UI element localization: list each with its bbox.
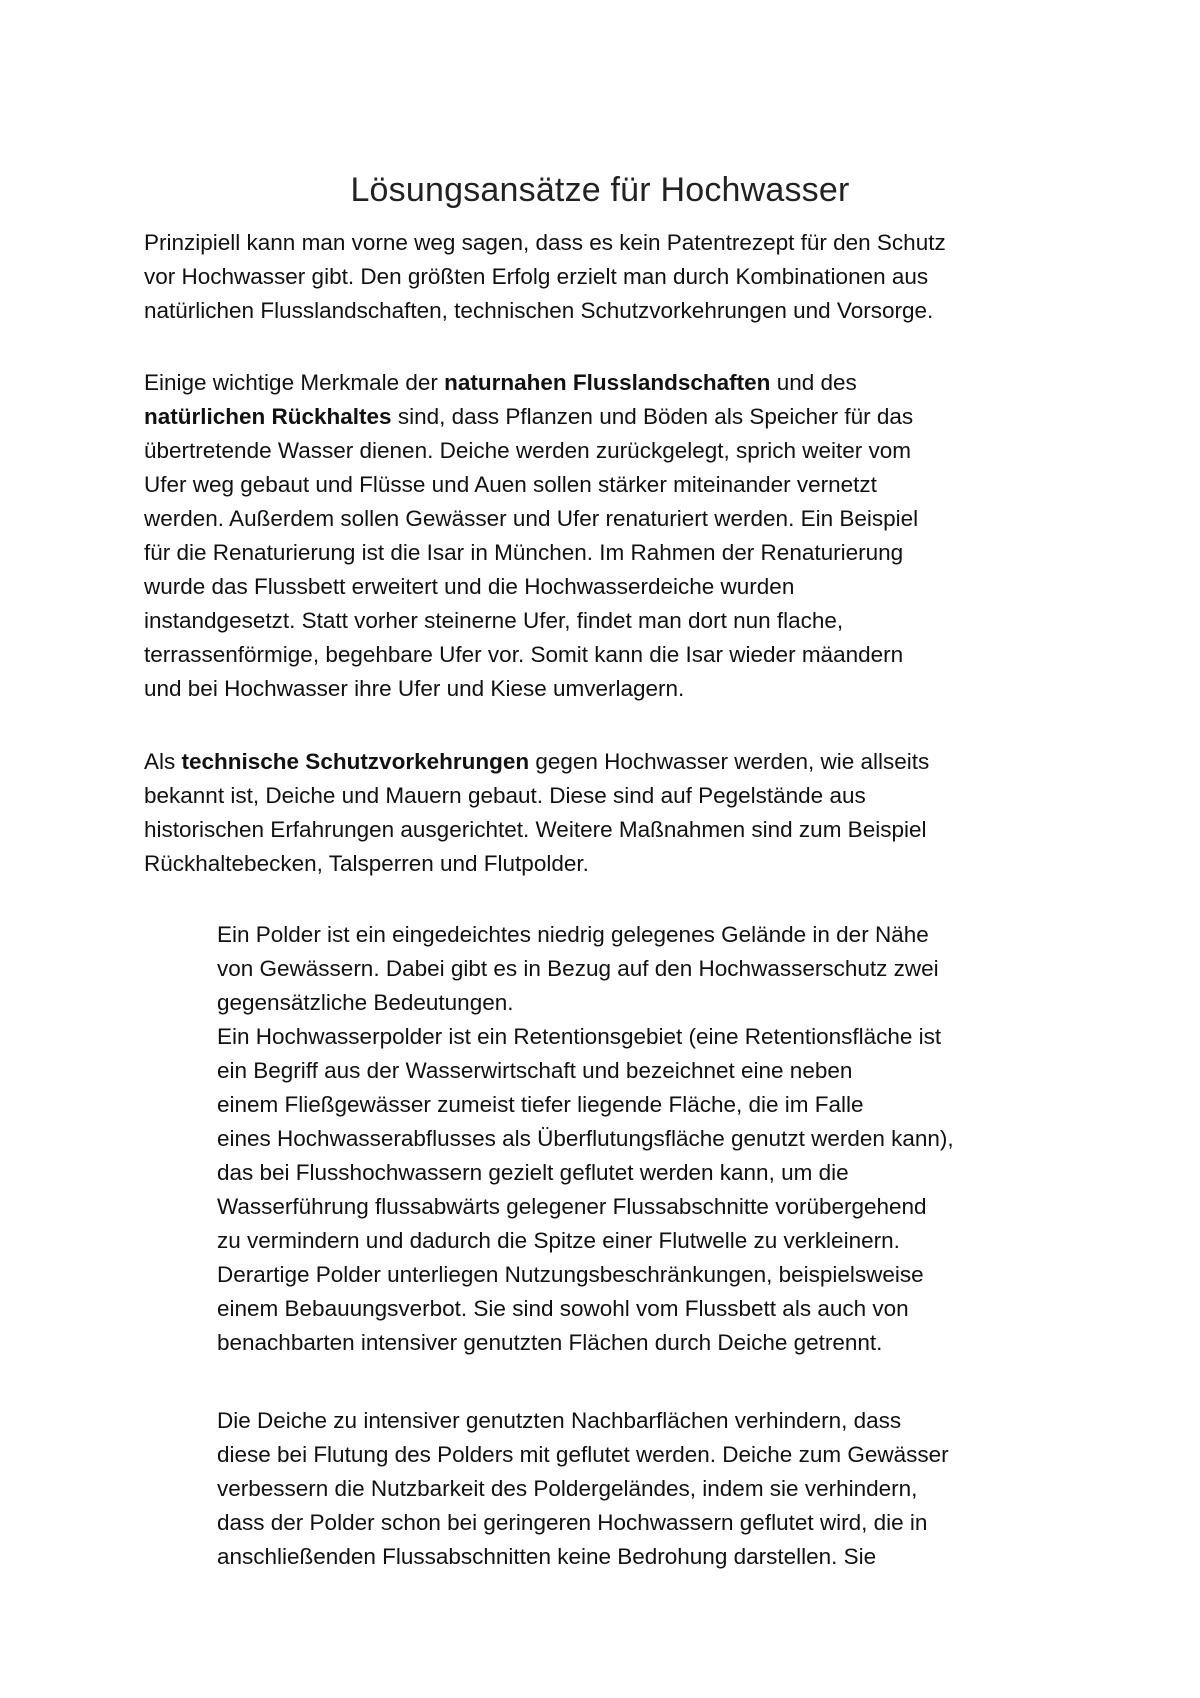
text-line: anschließenden Flussabschnitten keine Bedrohung darstellen. Sie <box>217 1544 877 1569</box>
text-line: von Gewässern. Dabei gibt es in Bezug auf den Hochwasserschutz zwei <box>217 956 939 981</box>
paragraph-natural-features <box>144 366 1074 706</box>
text-line: diese bei Flutung des Polders mit geflutet werden. Deiche zum Gewässer <box>217 1442 949 1467</box>
paragraph-intro <box>144 226 1074 328</box>
text-line <box>144 400 1074 434</box>
text-segment: Einige wichtige Merkmale der <box>144 370 445 395</box>
text-line: historischen Erfahrungen ausgerichtet. Weitere Maßnahmen sind zum Beispiel <box>144 817 927 842</box>
text-line: Derartige Polder unterliegen Nutzungsbeschränkungen, beispielsweise <box>217 1262 924 1287</box>
paragraph-polder-definition <box>217 918 1087 1360</box>
text-line: zu vermindern und dadurch die Spitze einer Flutwelle zu verkleinern. <box>217 1228 900 1253</box>
text-segment: und des <box>770 370 857 395</box>
text-line: Ein Polder ist ein eingedeichtes niedrig gelegenes Gelände in der Nähe <box>217 922 929 947</box>
text-line: terrassenförmige, begehbare Ufer vor. Somit kann die Isar wieder mäandern <box>144 642 904 667</box>
bold-term: naturnahen Flusslandschaften <box>444 370 771 395</box>
text-line: Wasserführung flussabwärts gelegener Flussabschnitte vorübergehend <box>217 1194 927 1219</box>
text-line <box>144 745 1074 779</box>
text-line: einem Bebauungsverbot. Sie sind sowohl vom Flussbett als auch von <box>217 1296 909 1321</box>
bold-term: technische Schutzvorkehrungen <box>181 749 530 774</box>
text-line: übertretende Wasser dienen. Deiche werden zurückgelegt, sprich weiter vom <box>144 438 912 463</box>
text-segment: sind, dass Pflanzen und Böden als Speicher für das <box>391 404 914 429</box>
text-line: verbessern die Nutzbarkeit des Poldergeländes, indem sie verhindern, <box>217 1476 918 1501</box>
text-line: einem Fließgewässer zumeist tiefer liegende Fläche, die im Falle <box>217 1092 864 1117</box>
text-line: Ufer weg gebaut und Flüsse und Auen sollen stärker miteinander vernetzt <box>144 472 877 497</box>
text-line: vor Hochwasser gibt. Den größten Erfolg erzielt man durch Kombinationen aus <box>144 264 929 289</box>
text-line: Prinzipiell kann man vorne weg sagen, dass es kein Patentrezept für den Schutz <box>144 230 946 255</box>
paragraph-dike-function <box>217 1404 1087 1574</box>
text-line: und bei Hochwasser ihre Ufer und Kiese umverlagern. <box>144 676 685 701</box>
text-line: wurde das Flussbett erweitert und die Hochwasserdeiche wurden <box>144 574 795 599</box>
text-line: ein Begriff aus der Wasserwirtschaft und bezeichnet eine neben <box>217 1058 853 1083</box>
text-line: gegensätzliche Bedeutungen. <box>217 990 514 1015</box>
text-segment: gegen Hochwasser werden, wie allseits <box>529 749 930 774</box>
text-line: instandgesetzt. Statt vorher steinerne Ufer, findet man dort nun flache, <box>144 608 844 633</box>
text-line: Die Deiche zu intensiver genutzten Nachbarflächen verhindern, dass <box>217 1408 902 1433</box>
text-line: Rückhaltebecken, Talsperren und Flutpolder. <box>144 851 589 876</box>
text-line: werden. Außerdem sollen Gewässer und Ufer renaturiert werden. Ein Beispiel <box>144 506 919 531</box>
text-line: das bei Flusshochwassern gezielt geflutet werden kann, um die <box>217 1160 849 1185</box>
text-line <box>144 366 1074 400</box>
text-segment: Als <box>144 749 182 774</box>
bold-term: natürlichen Rückhaltes <box>144 404 392 429</box>
text-line: benachbarten intensiver genutzten Flächen durch Deiche getrennt. <box>217 1330 883 1355</box>
text-line: für die Renaturierung ist die Isar in München. Im Rahmen der Renaturierung <box>144 540 904 565</box>
text-line: Ein Hochwasserpolder ist ein Retentionsgebiet (eine Retentionsfläche ist <box>217 1024 942 1049</box>
text-line: eines Hochwasserabflusses als Überflutungsfläche genutzt werden kann), <box>217 1126 954 1151</box>
document-title: Lösungsansätze für Hochwasser <box>350 170 850 209</box>
text-line: bekannt ist, Deiche und Mauern gebaut. Diese sind auf Pegelstände aus <box>144 783 866 808</box>
text-line: natürlichen Flusslandschaften, technischen Schutzvorkehrungen und Vorsorge. <box>144 298 934 323</box>
paragraph-technical-measures <box>144 745 1074 881</box>
text-line: dass der Polder schon bei geringeren Hochwassern geflutet wird, die in <box>217 1510 928 1535</box>
